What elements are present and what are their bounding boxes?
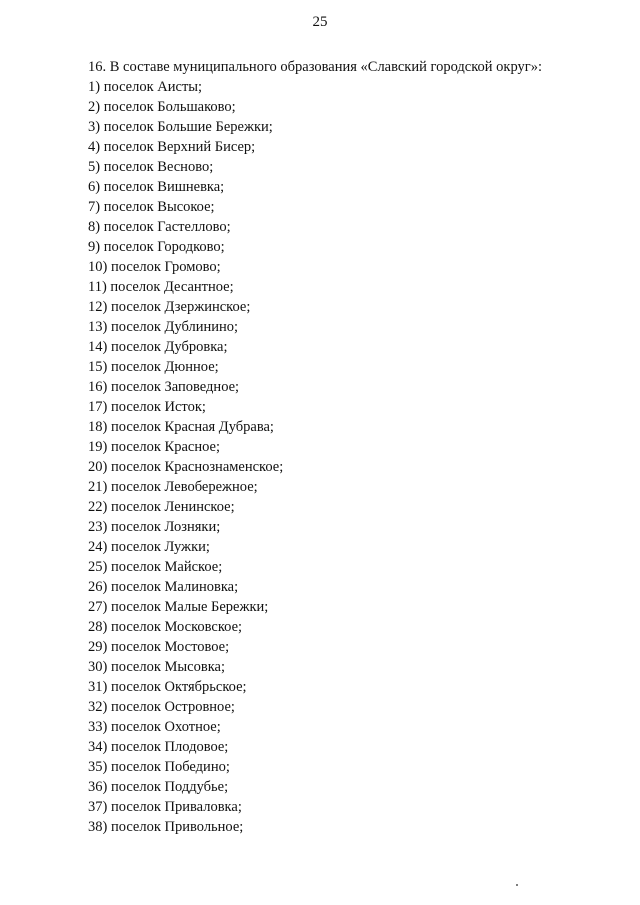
list-item: 10) поселок Громово; [88, 259, 221, 275]
list-item: 9) поселок Городково; [88, 239, 225, 255]
list-item: 23) поселок Лозняки; [88, 519, 221, 535]
list-item: 17) поселок Исток; [88, 399, 206, 415]
list-item: 3) поселок Большие Бережки; [88, 119, 273, 135]
list-item: 18) поселок Красная Дубрава; [88, 419, 274, 435]
list-item: 36) поселок Поддубье; [88, 779, 229, 795]
list-item: 20) поселок Краснознаменское; [88, 459, 284, 475]
list-item: 24) поселок Лужки; [88, 539, 210, 555]
scan-speck [516, 884, 518, 886]
list-item: 11) поселок Десантное; [88, 279, 234, 295]
list-item: 6) поселок Вишневка; [88, 179, 225, 195]
list-item: 2) поселок Большаково; [88, 99, 236, 115]
list-item: 12) поселок Дзержинское; [88, 299, 251, 315]
list-item: 29) поселок Мостовое; [88, 639, 230, 655]
list-item: 5) поселок Весново; [88, 159, 214, 175]
list-item: 28) поселок Московское; [88, 619, 243, 635]
list-item: 4) поселок Верхний Бисер; [88, 139, 256, 155]
list-item: 16) поселок Заповедное; [88, 379, 240, 395]
list-item: 21) поселок Левобережное; [88, 479, 258, 495]
list-item: 27) поселок Малые Бережки; [88, 599, 269, 615]
list-item: 26) поселок Малиновка; [88, 579, 239, 595]
list-item: 19) поселок Красное; [88, 439, 220, 455]
list-item: 14) поселок Дубровка; [88, 339, 228, 355]
list-item: 8) поселок Гастеллово; [88, 219, 231, 235]
settlement-list [88, 77, 283, 837]
list-item: 35) поселок Победино; [88, 759, 230, 775]
list-item: 1) поселок Аисты; [88, 79, 203, 95]
section-heading: 16. В составе муниципального образования «Славский городской округ»: [88, 59, 543, 75]
list-item: 34) поселок Плодовое; [88, 739, 229, 755]
list-item: 25) поселок Майское; [88, 559, 223, 575]
list-item: 31) поселок Октябрьское; [88, 679, 247, 695]
list-item: 13) поселок Дублинино; [88, 319, 239, 335]
list-item: 32) поселок Островное; [88, 699, 235, 715]
list-item: 7) поселок Высокое; [88, 199, 215, 215]
list-item: 22) поселок Ленинское; [88, 499, 235, 515]
list-item: 15) поселок Дюнное; [88, 359, 219, 375]
list-item: 30) поселок Мысовка; [88, 659, 225, 675]
list-item: 38) поселок Привольное; [88, 819, 244, 835]
list-item: 33) поселок Охотное; [88, 719, 221, 735]
page-number: 25 [312, 14, 328, 30]
list-item: 37) поселок Приваловка; [88, 799, 242, 815]
